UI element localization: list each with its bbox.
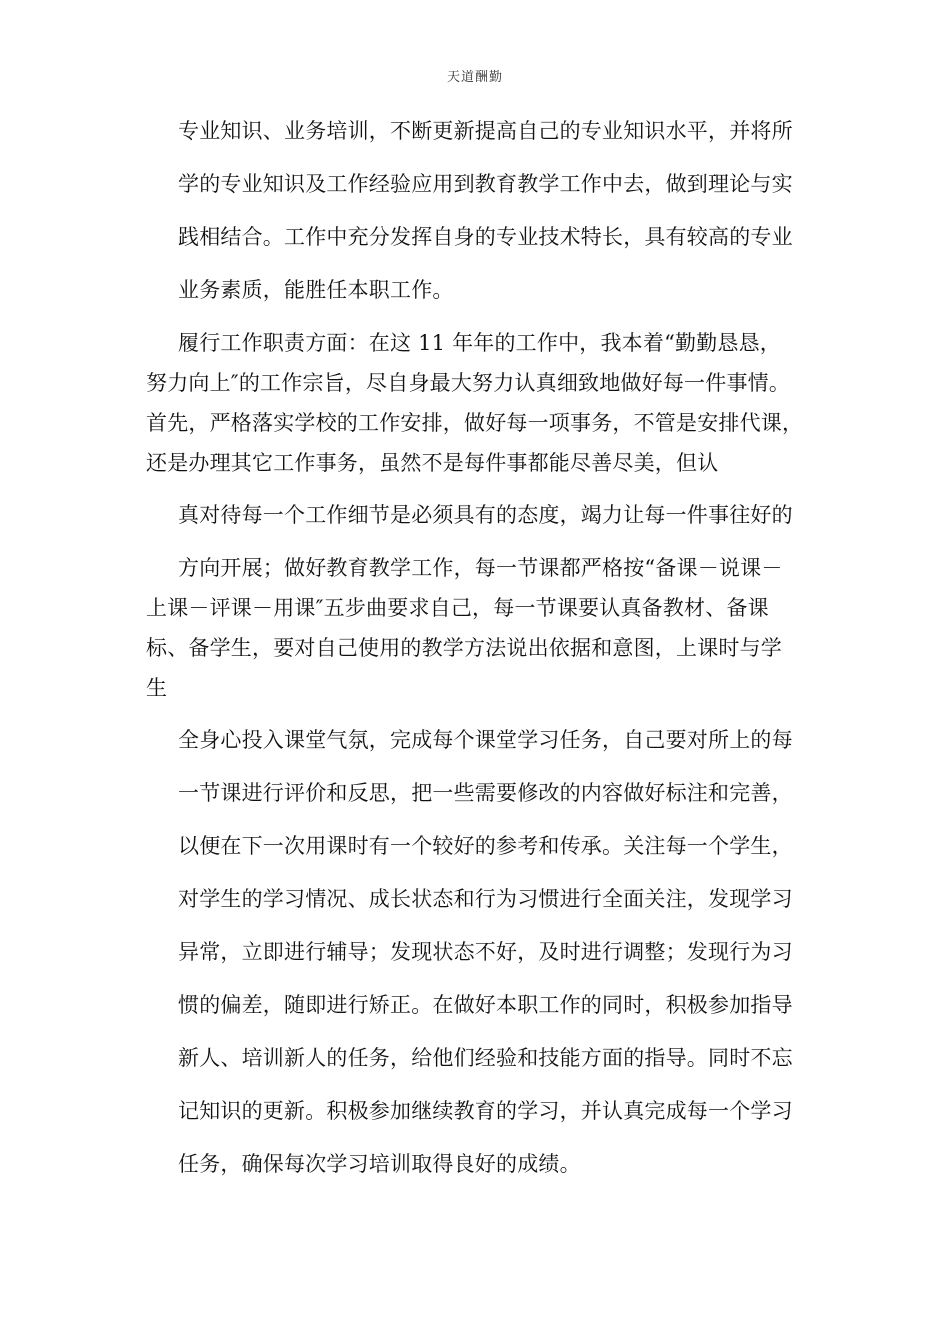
text-line-12: 标、备学生，要对自己使用的教学方法说出依据和意图，上课时与学 — [146, 636, 782, 660]
text-line-7: 首先，严格落实学校的工作安排，做好每一项事务，不管是安排代课， — [146, 411, 804, 435]
text-line-9: 真对待每一个工作细节是必须具有的态度，竭力让每一件事往好的 — [178, 503, 793, 527]
text-line-19: 惯的偏差，随即进行矫正。在做好本职工作的同时，积极参加指导 — [178, 993, 793, 1017]
text-line-10: 方向开展；做好教育教学工作，每一节课都严格按“备课－说课－ — [178, 556, 783, 580]
text-line-6: 努力向上″的工作宗旨，尽自身最大努力认真细致地做好每一件事情。 — [146, 371, 791, 395]
text-line-4: 业务素质，能胜任本职工作。 — [178, 278, 454, 302]
text-line-15: 一节课进行评价和反思，把一些需要修改的内容做好标注和完善， — [178, 781, 793, 805]
text-line-18: 异常，立即进行辅导；发现状态不好，及时进行调整；发现行为习 — [178, 940, 793, 964]
text-line-11: 上课－评课－用课″五步曲要求自己，每一节课要认真备教材、备课 — [146, 596, 769, 620]
text-line-13: 生 — [146, 676, 168, 700]
text-line-3: 践相结合。工作中充分发挥自身的专业技术特长，具有较高的专业 — [178, 225, 793, 249]
text-line-8: 还是办理其它工作事务，虽然不是每件事都能尽善尽美，但认 — [146, 451, 719, 475]
page-header: 天道酬勤 — [446, 70, 503, 85]
text-line-16: 以便在下一次用课时有一个较好的参考和传承。关注每一个学生， — [178, 834, 793, 858]
text-line-5: 履行工作职责方面：在这 11 年年的工作中，我本着“勤勤恳恳， — [178, 331, 782, 355]
text-line-20: 新人、培训新人的任务，给他们经验和技能方面的指导。同时不忘 — [178, 1046, 793, 1070]
text-line-17: 对学生的学习情况、成长状态和行为习惯进行全面关注，发现学习 — [178, 887, 793, 911]
text-line-1: 专业知识、业务培训，不断更新提高自己的专业知识水平，并将所 — [178, 119, 793, 143]
text-line-22: 任务，确保每次学习培训取得良好的成绩。 — [178, 1152, 581, 1176]
text-line-21: 记知识的更新。积极参加继续教育的学习，并认真完成每一个学习 — [178, 1099, 793, 1123]
text-line-14: 全身心投入课堂气氛，完成每个课堂学习任务，自己要对所上的每 — [178, 728, 793, 752]
text-line-2: 学的专业知识及工作经验应用到教育教学工作中去，做到理论与实 — [178, 172, 793, 196]
